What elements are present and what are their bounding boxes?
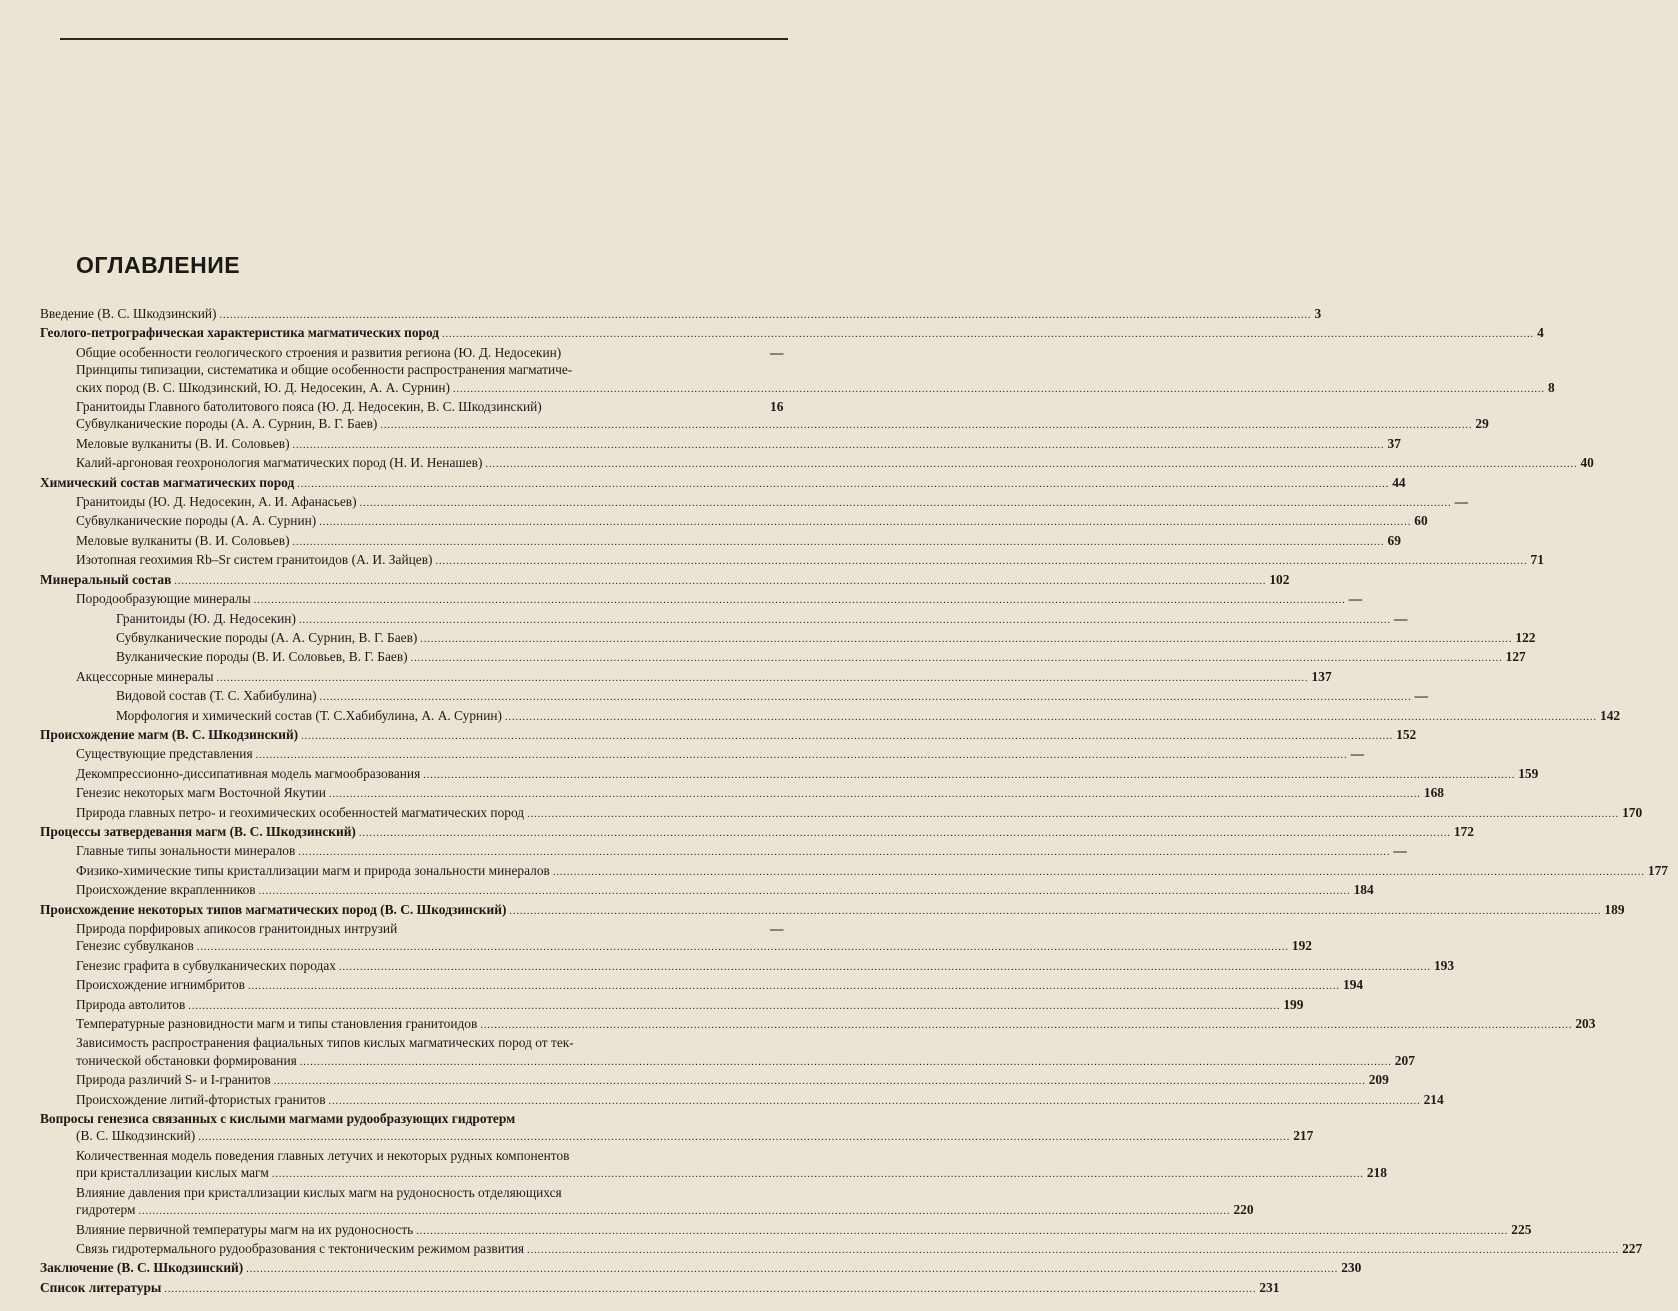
dot-leader <box>138 1203 1230 1220</box>
dot-leader <box>527 806 1619 823</box>
dot-leader <box>298 844 1390 861</box>
toc-entry-title: Породообразующие минералы <box>76 591 251 607</box>
toc-entry-page: 40 <box>1580 455 1594 471</box>
toc-entry-title: Существующие представления <box>76 746 253 762</box>
toc-entry-title: Температурные разновидности магм и типы становления гранитоидов <box>76 1016 478 1032</box>
toc-entry-page: 44 <box>1392 474 1406 490</box>
toc-entry <box>40 976 1364 995</box>
dot-leader <box>297 476 1389 493</box>
toc-entry-page: 142 <box>1600 707 1621 723</box>
toc-entry <box>40 1071 1389 1090</box>
toc-entry <box>40 745 1365 764</box>
dot-leader <box>299 612 1391 629</box>
toc-entry <box>40 415 1489 434</box>
toc-entry-page: 71 <box>1530 552 1544 568</box>
toc-entry-page: 220 <box>1233 1202 1254 1218</box>
toc-entry <box>40 937 1312 956</box>
toc-entry-title: Видовой состав (Т. С. Хабибулина) <box>116 688 317 704</box>
toc-entry-page: 137 <box>1311 668 1332 684</box>
toc-entry-page: 217 <box>1293 1128 1314 1144</box>
toc-entry <box>40 629 1536 648</box>
toc-entry-title: Вопросы генезиса связанных с кислыми магмами рудообразующих гидротерм <box>40 1111 516 1127</box>
table-of-contents <box>40 305 1668 1298</box>
toc-entry-title: Физико-химические типы кристаллизации магм и природа зональности минералов <box>76 862 550 878</box>
toc-entry-title: Происхождение вкрапленников <box>76 882 256 898</box>
toc-entry <box>40 957 1455 976</box>
dot-leader <box>420 631 1512 648</box>
toc-entry-page: 102 <box>1269 571 1290 587</box>
toc-entry <box>40 687 1429 706</box>
toc-entry <box>40 996 1304 1015</box>
dot-leader <box>360 495 1452 512</box>
toc-entry <box>40 1147 800 1164</box>
toc-entry <box>40 901 1625 920</box>
dot-leader <box>319 514 1411 531</box>
toc-entry <box>40 668 1332 687</box>
toc-entry <box>40 610 1408 629</box>
toc-entry <box>40 1259 1362 1278</box>
toc-entry-title: Генезис субвулканов <box>76 938 194 954</box>
toc-entry-title: Процессы затвердевания магм (В. С. Шкодзинский) <box>40 823 356 839</box>
toc-entry <box>40 842 1407 861</box>
dot-leader <box>380 417 1472 434</box>
toc-entry-title: Зависимость распространения фациальных типов кислых магматических пород от тек- <box>76 1035 574 1051</box>
toc-entry <box>40 474 1406 493</box>
dot-leader <box>485 456 1577 473</box>
toc-entry-title: Принципы типизации, систематика и общие особенности распространения магматиче- <box>76 362 573 378</box>
dot-leader <box>246 1261 1338 1278</box>
dot-leader <box>248 978 1340 995</box>
toc-entry-title: Происхождение литий-фтористых гранитов <box>76 1091 326 1107</box>
toc-entry-page: 3 <box>1314 306 1322 321</box>
toc-entry-page: — <box>1454 494 1468 510</box>
toc-entry-page: 60 <box>1414 513 1428 529</box>
toc-entry-page: 225 <box>1511 1221 1532 1237</box>
toc-entry <box>40 1052 1415 1071</box>
toc-entry-title: Генезис графита в субвулканических породах <box>76 957 336 973</box>
toc-entry <box>40 1015 1596 1034</box>
toc-entry <box>40 532 1401 551</box>
toc-entry-page: 209 <box>1368 1072 1389 1088</box>
toc-entry-title: Меловые вулканиты (В. И. Соловьев) <box>76 435 290 451</box>
toc-entry-title: Геолого-петрографическая характеристика магматических пород <box>40 325 440 341</box>
toc-entry-page: 4 <box>1537 325 1544 341</box>
toc-entry-title: Влияние давления при кристаллизации кислых магм на рудоносность отделяющихся <box>76 1184 562 1200</box>
toc-entry-title: Природа различий S- и I-гранитов <box>76 1072 271 1088</box>
toc-entry-title: при кристаллизации кислых магм <box>76 1165 269 1181</box>
toc-entry <box>40 648 1526 667</box>
toc-entry-title: Происхождение некоторых типов магматических пород (В. С. Шкодзинский) <box>40 901 507 917</box>
toc-entry-title: Декомпрессионно-диссипативная модель магмообразования <box>76 765 421 781</box>
toc-entry-page: 194 <box>1343 977 1364 993</box>
dot-leader <box>480 1017 1572 1034</box>
dot-leader <box>293 437 1385 454</box>
dot-leader <box>329 786 1421 803</box>
toc-entry-page: 207 <box>1394 1052 1415 1068</box>
toc-entry-title: ских пород (В. С. Шкодзинский, Ю. Д. Недосекин, А. А. Сурнин) <box>76 379 450 395</box>
toc-entry-title: Морфология и химический состав (Т. С.Хабибулина, А. А. Сурнин) <box>116 707 503 723</box>
toc-entry-title: Главные типы зональности минералов <box>76 843 296 859</box>
toc-entry-title: Гранитоиды (Ю. Д. Недосекин) <box>116 610 296 626</box>
toc-entry <box>40 551 1544 570</box>
dot-leader <box>300 1054 1392 1071</box>
dot-leader <box>359 825 1451 842</box>
toc-entry-title: тонической обстановки формирования <box>76 1052 297 1068</box>
toc-entry-title: Минеральный состав <box>40 571 172 587</box>
toc-entry-page: 193 <box>1433 957 1455 973</box>
toc-entry <box>40 305 1322 324</box>
toc-entry <box>40 512 1428 531</box>
toc-entry-page: 29 <box>1475 416 1489 432</box>
dot-leader <box>505 709 1597 726</box>
toc-entry-page: 170 <box>1622 804 1643 820</box>
toc-entry <box>40 1034 800 1051</box>
toc-entry-page: — <box>1350 746 1365 762</box>
toc-entry <box>40 435 1401 454</box>
toc-entry-page: 16 <box>770 399 784 415</box>
dot-leader <box>527 1242 1619 1259</box>
toc-entry <box>40 920 800 937</box>
toc-entry-title: Заключение (В. С. Шкодзинский) <box>40 1260 244 1276</box>
toc-entry-page: 184 <box>1353 882 1374 898</box>
toc-entry-page: 192 <box>1291 938 1312 954</box>
toc-entry-page: 199 <box>1283 996 1304 1012</box>
toc-entry <box>40 1127 1314 1146</box>
toc-entry <box>40 1201 1254 1220</box>
toc-entry-page: 231 <box>1259 1279 1280 1295</box>
toc-entry <box>40 324 1544 343</box>
dot-leader <box>164 1281 1256 1298</box>
dot-leader <box>416 1223 1508 1240</box>
toc-entry-title: Акцессорные минералы <box>76 668 214 684</box>
toc-entry-page: 230 <box>1341 1260 1362 1276</box>
dot-leader <box>320 689 1412 706</box>
toc-entry <box>40 1240 1643 1259</box>
toc-entry-title: Введение (В. С. Шкодзинский) <box>40 306 217 321</box>
dot-leader <box>197 939 1289 956</box>
toc-entry-title: гидротерм <box>76 1202 136 1218</box>
toc-entry <box>40 726 1417 745</box>
toc-entry-page: — <box>770 921 784 936</box>
toc-entry-page: 218 <box>1366 1165 1387 1181</box>
toc-entry-page: — <box>1393 843 1407 859</box>
dot-leader <box>259 883 1351 900</box>
dot-leader <box>256 747 1348 764</box>
toc-entry-page: 159 <box>1518 765 1539 781</box>
toc-entry-page: 189 <box>1604 901 1625 917</box>
dot-leader <box>553 864 1645 881</box>
toc-entry-title: Связь гидротермального рудообразования с тектоническим режимом развития <box>76 1240 525 1256</box>
toc-entry <box>40 454 1594 473</box>
toc-entry-title: Субвулканические породы (А. А. Сурнин, В. Г. Баев) <box>116 629 418 645</box>
toc-entry-title: Общие особенности геологического строения и развития региона (Ю. Д. Недосекин) <box>76 344 562 360</box>
toc-entry-page: — <box>1348 591 1363 607</box>
toc-entry-title: Вулканические породы (В. И. Соловьев, В. Г. Баев) <box>116 649 408 665</box>
toc-entry-page: 8 <box>1547 379 1555 395</box>
dot-leader <box>188 998 1280 1015</box>
page-title: ОГЛАВЛЕНИЕ <box>76 252 241 278</box>
dot-leader <box>329 1093 1421 1110</box>
dot-leader <box>272 1166 1364 1183</box>
toc-entry-title: (В. С. Шкодзинский) <box>76 1128 196 1144</box>
dot-leader <box>509 903 1601 920</box>
top-rule <box>60 38 788 40</box>
toc-entry-title: Субвулканические породы (А. А. Сурнин, В. Г. Баев) <box>76 416 378 432</box>
toc-entry <box>40 493 1468 512</box>
toc-entry-title: Меловые вулканиты (В. И. Соловьев) <box>76 532 290 548</box>
toc-entry <box>40 1279 1280 1298</box>
toc-entry-title: Калий-аргоновая геохронология магматических пород (Н. И. Ненашев) <box>76 455 483 471</box>
dot-leader <box>198 1129 1290 1146</box>
toc-entry-title: Гранитоиды Главного батолитового пояса (Ю. Д. Недосекин, В. С. Шкодзинский) <box>76 399 542 415</box>
toc-entry-page: 177 <box>1647 862 1668 878</box>
dot-leader <box>301 728 1393 745</box>
toc-entry-page: 172 <box>1453 823 1474 839</box>
toc-entry <box>40 823 1474 842</box>
toc-entry-page: 203 <box>1575 1016 1596 1032</box>
toc-entry-page: — <box>770 344 784 360</box>
dot-leader <box>274 1073 1366 1090</box>
toc-entry <box>40 1221 1532 1240</box>
dot-leader <box>411 650 1503 667</box>
toc-entry-title: Природа главных петро- и геохимических особенностей магматических пород <box>76 804 525 820</box>
dot-leader <box>174 573 1266 590</box>
toc-entry <box>40 361 800 378</box>
toc-entry-page: 69 <box>1387 532 1401 548</box>
toc-entry <box>40 707 1621 726</box>
dot-leader <box>453 381 1545 398</box>
toc-entry-page: 37 <box>1387 435 1401 451</box>
toc-entry-title: Природа порфировых апикосов гранитоидных интрузий <box>76 921 398 936</box>
toc-entry-title: Происхождение игнимбритов <box>76 977 246 993</box>
toc-entry <box>40 804 1643 823</box>
toc-entry-page: 152 <box>1396 726 1417 742</box>
toc-entry-title: Происхождение магм (В. С. Шкодзинский) <box>40 726 299 742</box>
dot-leader <box>217 670 1309 687</box>
toc-entry-page: 168 <box>1423 785 1444 801</box>
toc-entry-title: Природа автолитов <box>76 996 186 1012</box>
dot-leader <box>254 592 1346 609</box>
toc-entry <box>40 862 1668 881</box>
toc-entry <box>40 379 1555 398</box>
dot-leader <box>293 534 1385 551</box>
toc-entry <box>40 765 1539 784</box>
toc-entry-title: Химический состав магматических пород <box>40 474 295 490</box>
dot-leader <box>442 326 1534 343</box>
toc-entry <box>40 881 1374 900</box>
toc-entry-title: Генезис некоторых магм Восточной Якутии <box>76 785 326 801</box>
toc-entry <box>40 398 800 415</box>
toc-entry-page: 214 <box>1423 1091 1444 1107</box>
toc-entry-title: Количественная модель поведения главных летучих и некоторых рудных компонентов <box>76 1147 570 1163</box>
toc-entry-page: — <box>1393 610 1408 626</box>
toc-entry <box>40 784 1444 803</box>
dot-leader <box>423 767 1515 784</box>
toc-entry <box>40 1164 1387 1183</box>
toc-entry-title: Список литературы <box>40 1279 162 1295</box>
toc-entry <box>40 590 1363 609</box>
dot-leader <box>436 553 1528 570</box>
toc-entry-page: 227 <box>1622 1240 1643 1256</box>
toc-entry <box>40 1110 800 1127</box>
toc-entry-title: Влияние первичной температуры магм на их рудоносность <box>76 1221 414 1237</box>
toc-entry <box>40 571 1290 590</box>
toc-entry-title: Изотопная геохимия Rb–Sr систем гранитоидов (А. И. Зайцев) <box>76 552 433 568</box>
toc-entry-title: Гранитоиды (Ю. Д. Недосекин, А. И. Афанасьев) <box>76 494 357 510</box>
toc-entry-title: Субвулканические породы (А. А. Сурнин) <box>76 513 317 529</box>
dot-leader <box>339 959 1431 976</box>
toc-entry <box>40 344 800 361</box>
toc-entry-page: 122 <box>1515 629 1536 645</box>
toc-entry <box>40 1184 800 1201</box>
toc-entry <box>40 1091 1444 1110</box>
toc-entry-page: 127 <box>1505 649 1526 665</box>
toc-entry-page: — <box>1414 688 1429 704</box>
dot-leader <box>220 307 1312 324</box>
